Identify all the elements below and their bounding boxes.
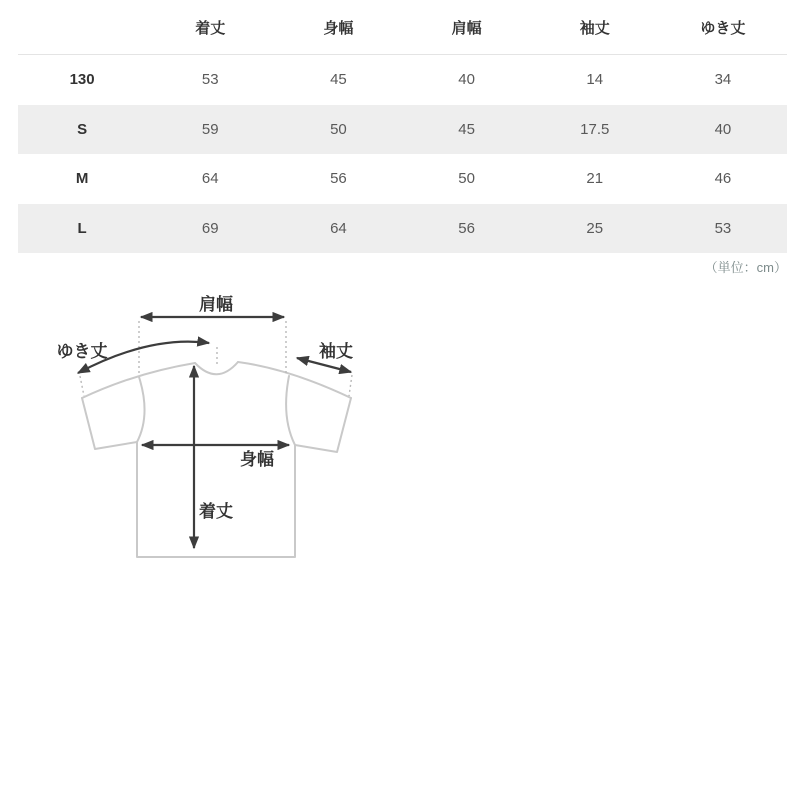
- header-cell-shoulder-width: 肩幅: [451, 19, 482, 37]
- table-row-l: [18, 204, 787, 254]
- size-value: 34: [714, 71, 732, 89]
- size-value: 40: [458, 71, 475, 89]
- size-value: 69: [201, 219, 219, 237]
- size-value: 59: [201, 120, 219, 138]
- size-value: 50: [458, 170, 475, 188]
- size-value: 53: [714, 219, 732, 237]
- yuki-length-label: ゆき丈: [56, 342, 108, 361]
- table-row-m: [18, 154, 787, 204]
- size-value: 53: [201, 71, 219, 89]
- header-cell-body-length: 着丈: [195, 19, 226, 37]
- size-value: 45: [458, 120, 475, 138]
- row-label: M: [75, 170, 89, 188]
- body-length-label: 着丈: [199, 502, 233, 521]
- header-cell-body-width: 身幅: [323, 19, 354, 37]
- table-row-130: [18, 55, 787, 105]
- body-width-label: 身幅: [240, 450, 274, 469]
- row-label: 130: [69, 71, 95, 89]
- size-value: 64: [330, 219, 347, 237]
- row-label: L: [77, 219, 87, 237]
- size-value: 40: [714, 120, 732, 138]
- table-row-s: [18, 105, 787, 155]
- size-table: [18, 0, 787, 253]
- size-value: 56: [458, 219, 475, 237]
- size-value: 64: [201, 170, 219, 188]
- size-value: 56: [330, 170, 347, 188]
- size-table-header-row: [18, 0, 787, 55]
- header-cell-yuki-length: ゆき丈: [700, 19, 746, 37]
- size-value: 17.5: [580, 120, 610, 138]
- size-value: 45: [330, 71, 347, 89]
- size-value: 21: [586, 170, 604, 188]
- size-diagram-svg: [0, 285, 420, 585]
- shoulder-width-label: 肩幅: [199, 295, 233, 314]
- header-cell-sleeve-length: 袖丈: [579, 19, 610, 37]
- size-value: 46: [714, 170, 732, 188]
- size-value: 14: [586, 71, 604, 89]
- size-value: 25: [586, 219, 604, 237]
- guide-lines: [80, 321, 352, 396]
- row-label: S: [77, 120, 88, 138]
- size-value: 50: [330, 120, 347, 138]
- tshirt-outline: [82, 362, 351, 557]
- unit-note: （単位：cm）: [704, 260, 787, 275]
- sleeve-length-label: 袖丈: [319, 342, 353, 361]
